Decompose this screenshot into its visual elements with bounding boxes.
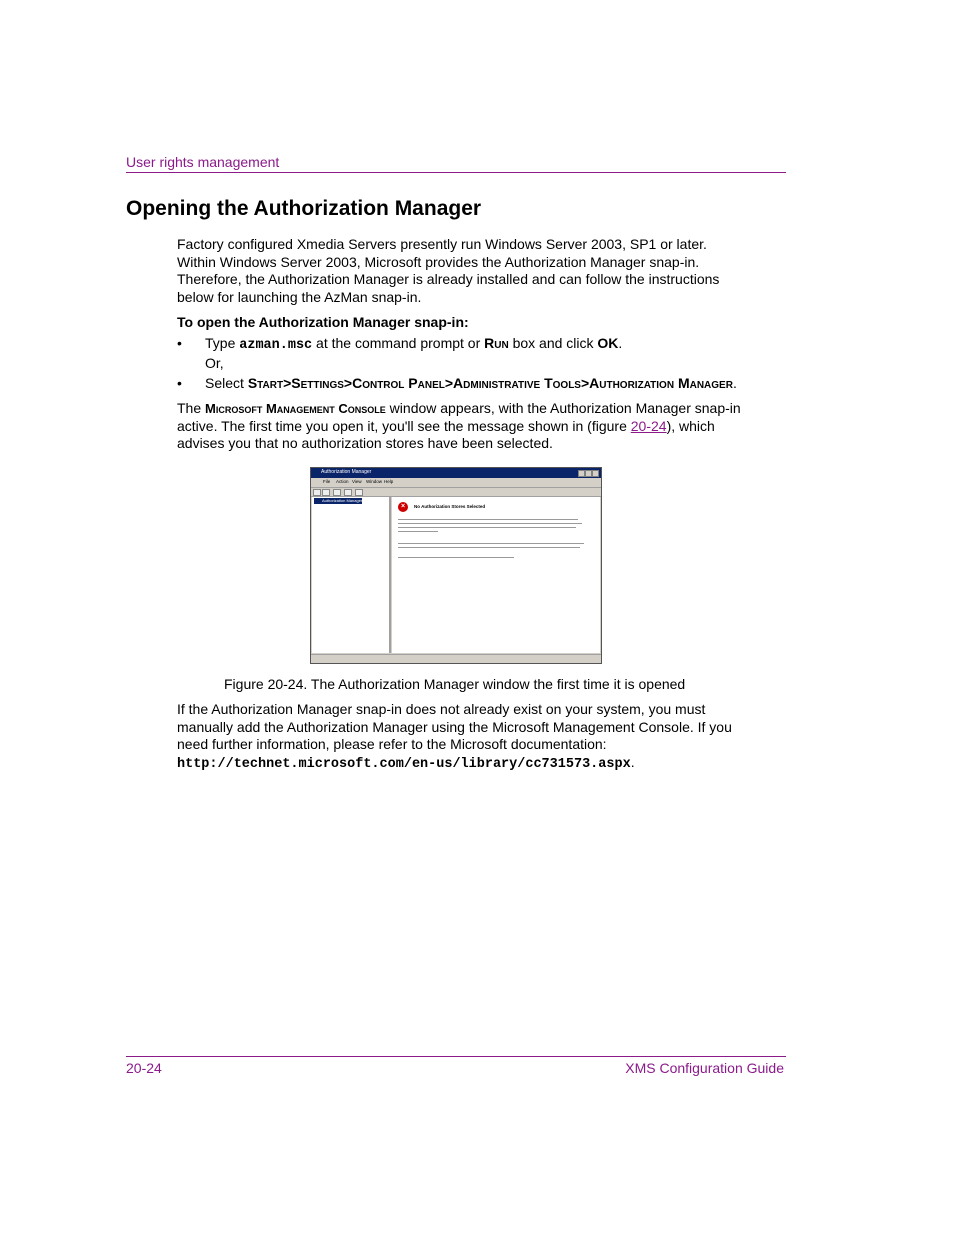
figure-screenshot	[310, 467, 602, 664]
menu-view: View	[352, 479, 362, 484]
or-text: Or,	[205, 355, 224, 371]
run-label: Run	[484, 335, 509, 351]
menu-action: Action	[336, 479, 349, 484]
guide-title: XMS Configuration Guide	[625, 1060, 784, 1076]
figure-caption: Figure 20-24. The Authorization Manager window the first time it is opened	[224, 676, 686, 692]
minimize-icon	[578, 470, 585, 477]
intro-paragraph: Factory configured Xmedia Servers presently run Windows Server 2003, SP1 or later. Within Windows Server 2003, Microsoft provides the Authorization Manager snap-in. Therefore, the Authorization Manager is already installed and can follow the instructions below for launching the AzMan snap-in.	[177, 236, 720, 305]
message-text-block-2	[398, 543, 588, 551]
menu-help: Help	[384, 479, 394, 484]
figure-link[interactable]: 20-24	[630, 417, 667, 434]
message-text-block	[398, 519, 588, 535]
procedure-heading: To open the Authorization Manager snap-in:	[177, 314, 469, 330]
window-menubar	[311, 478, 601, 488]
close-icon	[592, 470, 599, 477]
page-number: 20-24	[126, 1060, 162, 1076]
bullet-1: •	[177, 335, 182, 351]
console-name: Microsoft Management Console	[205, 401, 386, 416]
properties-icon	[333, 489, 341, 496]
export-icon	[344, 489, 352, 496]
tree-pane	[312, 497, 391, 653]
command-code: azman.msc	[239, 338, 313, 353]
error-icon: ×	[398, 502, 408, 512]
paragraph-3: If the Authorization Manager snap-in does not already exist on your system, you must manually add the Authorization Manager using the Microsoft Management Console. If you need further information, please refer to the Microsoft documentation: http://technet.microsoft.com/en-us/library/cc731573.aspx.	[177, 701, 732, 772]
documentation-url[interactable]: http://technet.microsoft.com/en-us/library/cc731573.aspx	[177, 756, 631, 772]
page-title: Opening the Authorization Manager	[126, 197, 482, 220]
header-rule	[126, 172, 786, 173]
menu-path: Start>Settings>Control Panel>Administrative Tools>Authorization Manager	[247, 375, 733, 391]
footer-rule	[126, 1056, 786, 1057]
forward-icon	[322, 489, 330, 496]
window-title: Authorization Manager	[321, 469, 372, 475]
menu-file: File	[323, 479, 331, 484]
window-statusbar	[311, 654, 601, 664]
window-titlebar	[311, 468, 601, 478]
step-2: Select Start>Settings>Control Panel>Administrative Tools>Authorization Manager.	[205, 375, 737, 391]
back-icon	[313, 489, 321, 496]
menu-window: Window	[366, 479, 383, 484]
window-toolbar	[311, 488, 601, 497]
message-text-block-3	[398, 557, 588, 561]
help-icon	[355, 489, 363, 496]
result-pane	[392, 497, 600, 653]
bullet-2: •	[177, 375, 182, 391]
paragraph-2: The Microsoft Management Console window appears, with the Authorization Manager snap-in active. The first time you open it, you'll see the message shown in (figure 20-24), which advises you that no authorization stores have been selected.	[177, 400, 741, 451]
step-1: Type azman.msc at the command prompt or Run box and click OK.	[205, 335, 623, 353]
tree-item-authorization-manager: Authorization Manager	[314, 498, 362, 504]
message-title: No Authorization Stores Selected	[414, 504, 486, 509]
ok-label: OK	[597, 335, 619, 351]
running-header: User rights management	[126, 154, 280, 170]
maximize-icon	[585, 470, 592, 477]
